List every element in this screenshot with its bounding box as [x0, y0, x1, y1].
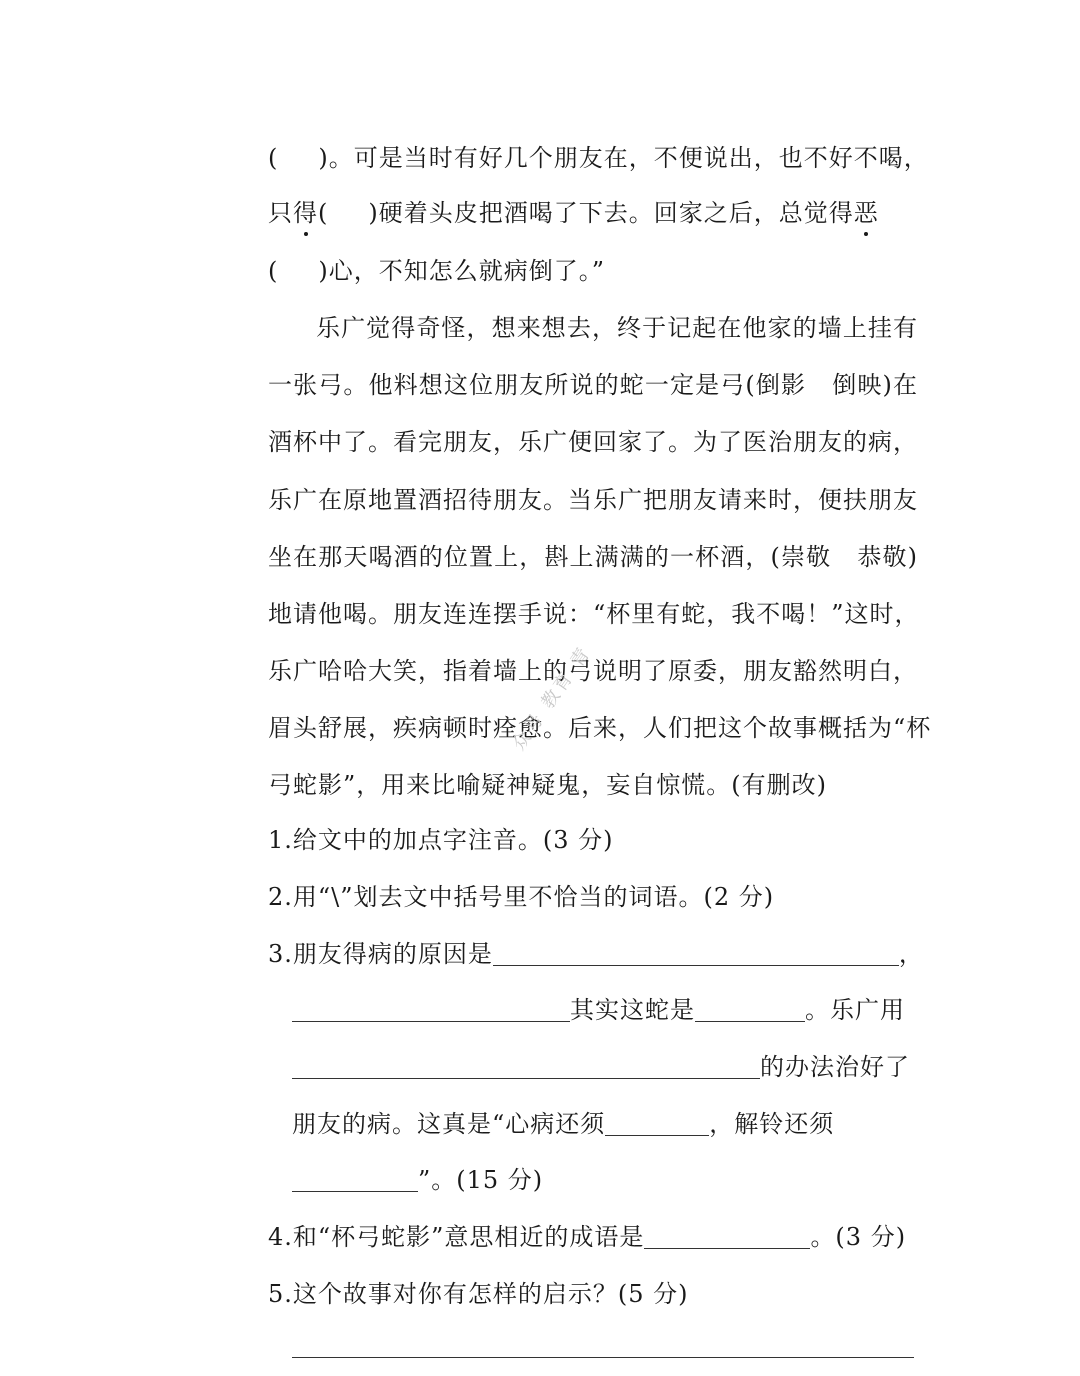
question-3-line-2 — [292, 993, 918, 1027]
question-text: ， — [898, 940, 924, 968]
passage-text: )。可是当时有好几个朋友在，不便说出，也不好不喝， — [318, 144, 929, 172]
answer-blank[interactable] — [292, 1054, 760, 1079]
passage-line-7: 乐广在原地置酒招待朋友。当乐广把朋友请来时，便扶朋友 — [268, 486, 918, 514]
passage-line-10: 乐广哈哈大笑，指着墙上的弓说明了原委，朋友豁然明白， — [268, 657, 918, 685]
passage-text: )心，不知怎么就病倒了。” — [318, 257, 606, 285]
answer-line[interactable] — [292, 1357, 914, 1358]
question-1: 1.给文中的加点字注音。(3 分) — [268, 826, 614, 854]
question-2: 2.用“\”划去文中括号里不恰当的词语。(2 分) — [268, 883, 775, 911]
passage-text: 恭敬) — [857, 543, 918, 571]
question-text: 4.和“杯弓蛇影”意思相近的成语是 — [268, 1223, 645, 1251]
paren-open: ( — [268, 144, 279, 172]
passage-line-12: 弓蛇影”，用来比喻疑神疑鬼，妄自惊慌。(有删改) — [268, 771, 827, 799]
passage-line-9: 地请他喝。朋友连连摆手说：“杯里有蛇，我不喝！”这时， — [268, 600, 920, 628]
question-text: 其实这蛇是 — [570, 996, 695, 1024]
answer-blank[interactable] — [493, 941, 899, 966]
passage-line-11: 眉头舒展，疾病顿时痊愈。后来，人们把这个故事概括为“杯 — [268, 714, 932, 742]
passage-line-1 — [268, 141, 929, 175]
passage-line-4: 乐广觉得奇怪，想来想去，终于记起在他家的墙上挂有 — [316, 314, 918, 342]
passage-line-2 — [268, 196, 918, 230]
passage-text: 只 — [268, 199, 293, 227]
passage-text: 坐在那天喝酒的位置上，斟上满满的一杯酒，(崇敬 — [268, 543, 832, 571]
question-text: 。乐广用 — [805, 996, 905, 1024]
question-4 — [268, 1220, 918, 1254]
answer-blank[interactable] — [292, 997, 570, 1022]
answer-blank[interactable] — [644, 1224, 810, 1249]
question-text: 的办法治好了 — [760, 1053, 910, 1081]
question-3-line-3 — [292, 1050, 918, 1084]
paren-open: ( — [318, 199, 329, 227]
passage-text: 倒映)在 — [832, 371, 918, 399]
dotted-char: 得 — [293, 196, 318, 230]
passage-line-8 — [268, 540, 918, 574]
question-text: ”。(15 分) — [418, 1166, 544, 1194]
question-text: ，解铃还须 — [709, 1110, 835, 1138]
paren-open: ( — [268, 257, 279, 285]
question-text: 朋友的病。这真是“心病还须 — [292, 1110, 606, 1138]
passage-line-6: 酒杯中了。看完朋友，乐广便回家了。为了医治朋友的病， — [268, 428, 918, 456]
answer-blank[interactable] — [605, 1111, 709, 1136]
watermark: 众号 教育 青 — [508, 641, 596, 755]
question-5: 5.这个故事对你有怎样的启示？(5 分) — [268, 1280, 689, 1308]
passage-line-5 — [268, 368, 918, 402]
question-3-line-1 — [268, 937, 924, 971]
question-3-line-4 — [292, 1107, 918, 1141]
question-3-line-5 — [292, 1163, 918, 1197]
passage-text: )硬着头皮把酒喝了下去。回家之后，总觉得 — [368, 199, 854, 227]
question-text: 。(3 分) — [810, 1223, 907, 1251]
passage-line-3 — [268, 254, 918, 288]
question-text: 3.朋友得病的原因是 — [268, 940, 493, 968]
dotted-char: 恶 — [854, 196, 879, 230]
answer-blank[interactable] — [695, 997, 805, 1022]
answer-blank[interactable] — [292, 1167, 418, 1192]
passage-text: 一张弓。他料想这位朋友所说的蛇一定是弓(倒影 — [268, 371, 807, 399]
